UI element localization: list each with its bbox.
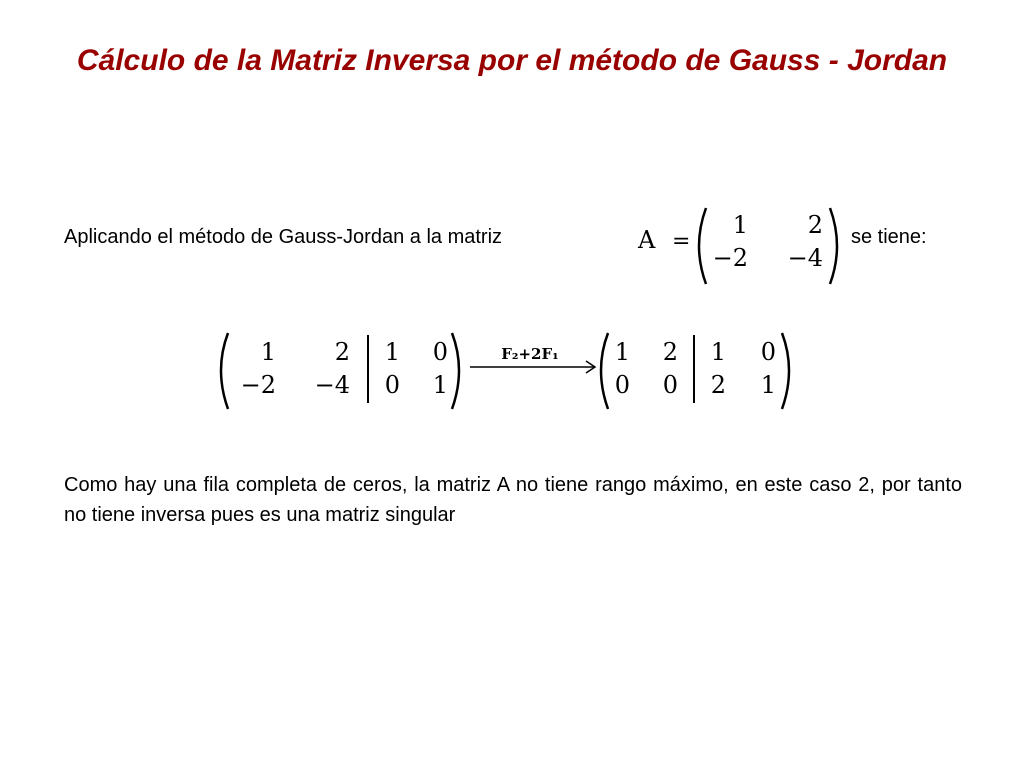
matrix-a-right-paren <box>830 208 837 284</box>
matrix-a-cell: 1 <box>732 211 748 239</box>
matrix-a-name: A <box>638 226 656 254</box>
result-cell: 2 <box>662 338 678 366</box>
start-cell: −4 <box>314 371 350 399</box>
matrix-a-cell: 2 <box>807 211 823 239</box>
gauss-jordan-transformation <box>210 325 810 425</box>
start-cell: 1 <box>384 338 400 366</box>
matrix-a-cell: −2 <box>712 244 748 272</box>
result-cell: 1 <box>760 371 776 399</box>
row-operation-label: F₂+2F₁ <box>501 345 559 363</box>
matrix-a-cell: −4 <box>787 244 823 272</box>
start-cell: 0 <box>432 338 448 366</box>
start-left-paren <box>221 333 228 409</box>
matrix-a-left-paren <box>699 208 706 284</box>
start-cell: 1 <box>260 338 276 366</box>
matrix-a-equation <box>628 198 868 298</box>
start-cell: 2 <box>334 338 350 366</box>
intro-text-before: Aplicando el método de Gauss-Jordan a la matriz <box>64 226 503 248</box>
start-cell: 1 <box>432 371 448 399</box>
result-cell: 1 <box>710 338 726 366</box>
intro-text-after: se tiene: <box>851 226 927 248</box>
result-cell: 0 <box>760 338 776 366</box>
slide-title: Cálculo de la Matriz Inversa por el método de Gauss - Jordan <box>76 44 948 77</box>
conclusion-paragraph: Como hay una fila completa de ceros, la matriz A no tiene rango máximo, en este caso 2, por tanto no tiene inversa pues es una matriz singular <box>64 474 962 526</box>
start-right-paren <box>452 333 459 409</box>
result-cell: 2 <box>710 371 726 399</box>
equals-sign: = <box>672 229 691 254</box>
result-cell: 1 <box>614 338 630 366</box>
result-left-paren <box>601 333 608 409</box>
result-cell: 0 <box>662 371 678 399</box>
start-cell: 0 <box>384 371 400 399</box>
start-cell: −2 <box>240 371 276 399</box>
result-right-paren <box>782 333 789 409</box>
result-cell: 0 <box>614 371 630 399</box>
